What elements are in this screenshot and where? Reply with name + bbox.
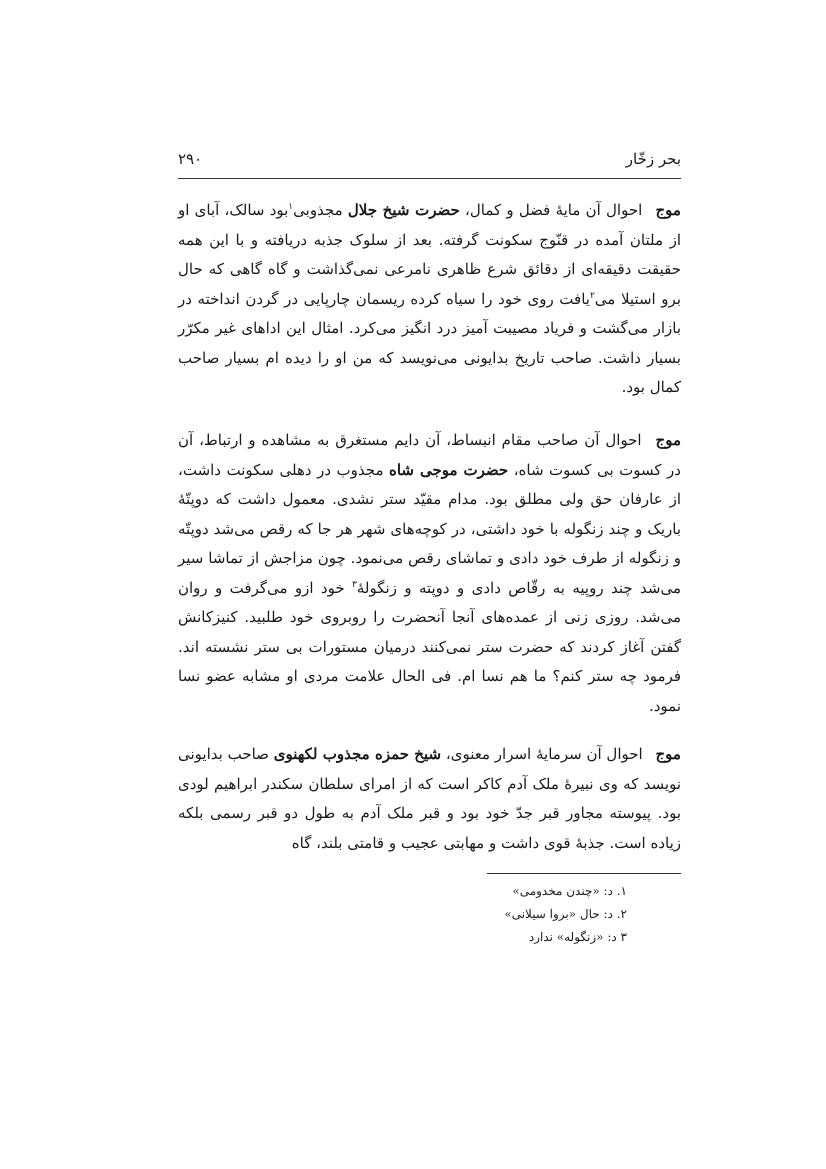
header-divider [178,178,681,179]
paragraph-intro: احوال آن مایهٔ فضل و کمال، [465,201,643,219]
footnote-divider [487,873,681,874]
paragraph-1 [178,196,681,403]
footnote-marker: ۱ [288,202,294,212]
running-header [178,150,681,174]
paragraph-keyword: موج [655,431,681,449]
footnotes [178,880,681,949]
paragraph-body: مجذوب در دهلی سکونت داشت، از عارفان حق ولی مطلق بود. مدام مقیّد ستر نشدی. معمول داشت که دوپتّهٔ باریک و چند زنگوله با خود داشتی، در کوچه‌های شهر هر جا که رقص می‌شد دوپتّه و زنگوله از طرف خود دادی و تماشای رقص می‌نمود. چون مزاجش از تماشا سیر می‌شد چند روپیه به رقّاص دادی و دوپته و زنگولهٔ [178,460,681,597]
paragraph-intro: احوال آن صاحب مقام انبساط، آن دایم مستغرق به مشاهده و ارتباط، آن در کسوت بی کسوت شاه، [178,431,681,479]
paragraph-keyword: موج [655,745,681,763]
saint-name: حضرت موجی شاه [389,460,509,479]
paragraph-after-name: مجذوبی [293,201,343,219]
paragraph-2 [178,426,681,721]
saint-name: حضرت شیخ جلال [347,201,460,219]
paragraph-keyword: موج [655,201,681,219]
running-title: بحر زخّار [625,150,681,168]
saint-name: شیخ حمزه مجذوب لکهنوی [273,745,442,763]
paragraph-body: صاحب بدایونی نویسد که وی نبیرهٔ ملک آدم کاکر است که از امرای سلطان سکندر ابراهیم لودی بود. پیوسته مجاور قبر جدّ خود بود و قبر ملک آدم به طول دو قبر رسمی بلکه زیاده است. جذبهٔ قوی داشت و مهابتی عجیب و قامتی بلند، گاه [178,745,681,852]
paragraph-intro: احوال آن سرمایهٔ اسرار معنوی، [445,745,643,763]
paragraph-body: بود سالک، آبای او از ملتان آمده در قنّوج سکونت گرفته. بعد از سلوک جذبه دریافته و با این همه حقیقت دقیقه‌ای از دقائق شرع ظاهری نامرعی نمی‌گذاشت و گاه گاهی که حال برو استیلا می [178,201,681,308]
footnote-marker: ۳ [352,579,357,590]
footnote-2: ۲. د: حال «بروا سیلانی» [504,907,627,921]
book-page [178,0,681,1169]
footnote-3: ۳ د: «زنگوله» ندارد [528,930,627,944]
paragraph-3 [178,740,681,858]
page-number: ۲۹۰ [178,150,203,168]
footnote-1: ۱. د: «چندن مخدومی» [512,884,627,898]
paragraph-body-continued: یافت روی خود را سیاه کرده ریسمان چارپایی در گردن انداخته در بازار می‌گشت و فریاد مصیبت آمیز درد انگیز می‌کرد. امثال این اداهای غیر مکرّر بسیار داشت. صاحب تاریخ بدایونی می‌نویسد که من او را دیده ام بسیار صاحب کمال بود. [178,289,681,396]
footnote-marker: ۲ [589,290,595,301]
paragraph-body-continued: خود ازو می‌گرفت و روان می‌شد. روزی زنی از عمده‌های آنجا آنحضرت را روبروی خود طلبید. کنیزکانش گفتن آغاز کردند که حضرت ستر نمی‌کنند درمیان مستورات بی ستر نشسته اند. فرمود چه ستر کنم؟ ما هم نسا ام. فی الحال علامت مردی او مشابه عضو نسا نمود. [178,578,681,715]
